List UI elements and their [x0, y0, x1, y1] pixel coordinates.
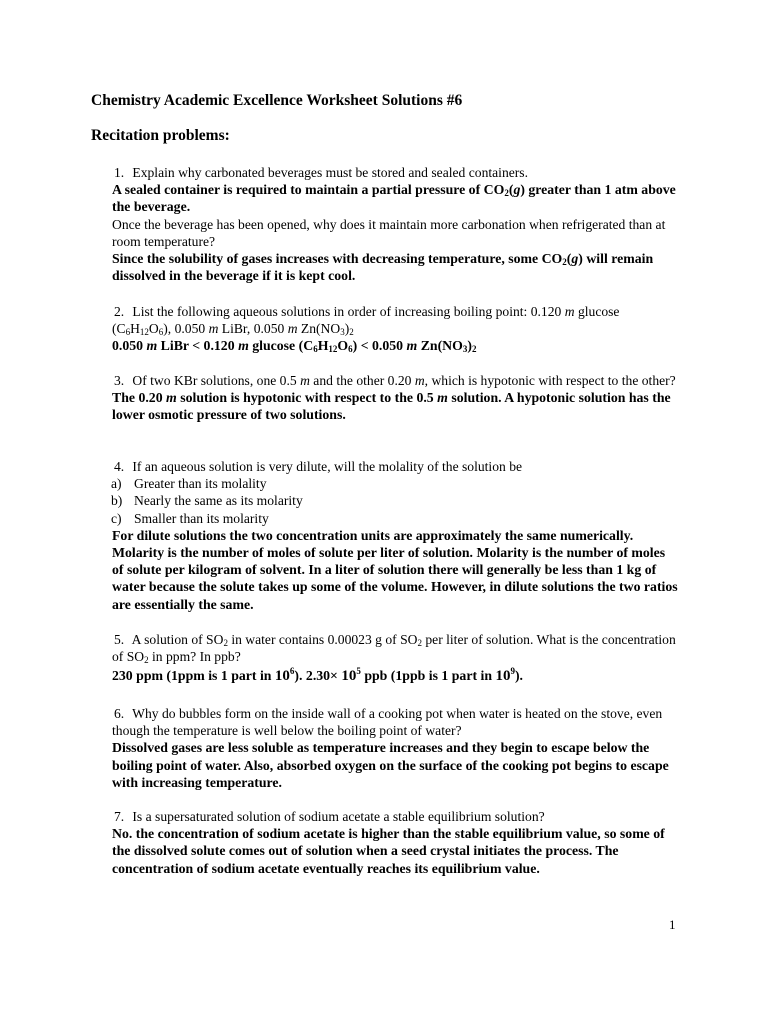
option-a: a) Greater than its molality — [111, 476, 267, 492]
question-2 — [112, 303, 680, 355]
question-6 — [112, 705, 680, 791]
question-4-text: 4. If an aqueous solution is very dilute, will the molality of the solution be — [114, 459, 523, 474]
answer-1: A sealed container is required to maintain a partial pressure of $CO_2(g)$ greater than 1 atm above the beverage. — [112, 182, 676, 215]
answer-5: 230 ppm (1ppm is 1 part in $10^6$). $2.30\times 10^5$ ppb (1ppb is 1 part in $10^9$). — [112, 666, 523, 685]
question-3-text: 3. Of two KBr solutions, one 0.5 m and the other 0.20 m, which is hypotonic with respect to the other? — [114, 373, 676, 388]
page-number: 1 — [669, 917, 676, 932]
question-5-text: 5. A solution of $SO_2$ in water contains 0.00023 g of $SO_2$ per liter of solution. What is the concentration of $SO_2$ in ppm? In ppb? — [112, 632, 676, 666]
answer-7: No. the concentration of sodium acetate is higher than the stable equilibrium value, so some of the dissolved solute comes out of solution when a seed crystal initiates the process. The concentration of sodium acetate eventually reaches its equilibrium value. — [112, 826, 665, 876]
question-7 — [112, 808, 680, 877]
question-1 — [112, 164, 680, 284]
question-2-text: 2. List the following aqueous solutions in order of increasing boiling point: 0.120 m glucose $(C_6H_{12}O_6)$, 0.050 m LiBr, 0.050 m $Zn(NO_3)_2$ — [112, 304, 620, 338]
question-7-text: 7. Is a supersaturated solution of sodium acetate a stable equilibrium solution? — [114, 809, 545, 824]
option-c: c) Smaller than its molarity — [111, 510, 269, 526]
question-1-followup: Once the beverage has been opened, why does it maintain more carbonation when refrigerated than at room temperature? — [112, 216, 666, 249]
answer-6: Dissolved gases are less soluble as temperature increases and they begin to escape below the boiling point of water. Also, absorbed oxygen on the surface of the cooking pot begins to escape with increasing temperature. — [112, 740, 669, 790]
question-6-text: 6. Why do bubbles form on the inside wall of a cooking pot when water is heated on the stove, even though the temperature is well below the boiling point of water? — [112, 706, 663, 739]
answer-1-followup: Since the solubility of gases increases with decreasing temperature, some $CO_2(g)$ will remain dissolved in the beverage if it is kept cool. — [112, 251, 654, 284]
question-3 — [112, 372, 680, 424]
question-4 — [112, 458, 680, 613]
page-title: Chemistry Academic Excellence Worksheet Solutions #6 — [91, 92, 463, 109]
answer-2: 0.050 m LiBr < 0.120 m glucose $(C_6H_{12}O_6) < 0.050$ m $Zn(NO_3)_2$ — [112, 338, 477, 355]
section-heading: Recitation problems: — [91, 127, 230, 144]
option-b: b) Nearly the same as its molarity — [111, 493, 303, 509]
answer-3: The 0.20 m solution is hypotonic with respect to the 0.5 m solution. A hypotonic solution has the lower osmotic pressure of two solutions. — [112, 390, 671, 423]
question-1-text: 1. Explain why carbonated beverages must be stored and sealed containers. — [114, 165, 528, 180]
answer-4: For dilute solutions the two concentration units are approximately the same numerically. Molarity is the number of moles of solute per liter of solution. Molarity is the number of moles of solute per kilogram of solvent. In a liter of solution there will generally be less than 1 kg of water because the solute takes up some of the volume. However, in dilute solutions the two ratios are essentially the same. — [112, 527, 678, 612]
question-5 — [112, 631, 680, 686]
